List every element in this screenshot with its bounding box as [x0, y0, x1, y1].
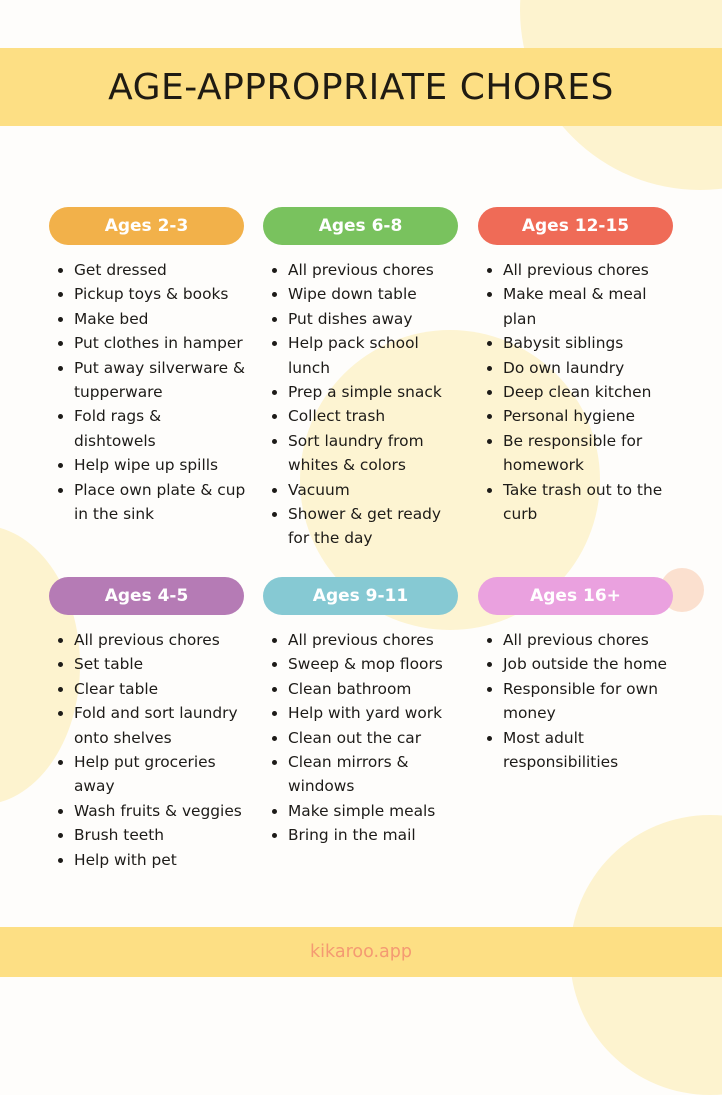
chore-item: Most adult responsibilities: [478, 726, 676, 775]
chore-item: All previous chores: [478, 628, 676, 652]
chore-item: Deep clean kitchen: [478, 380, 676, 404]
chore-item: Personal hygiene: [478, 404, 676, 428]
chore-item: Take trash out to the curb: [478, 478, 676, 527]
chore-item: Get dressed: [49, 258, 247, 282]
chore-item: Vacuum: [263, 478, 461, 502]
chore-item: Help put groceries away: [49, 750, 247, 799]
chore-list: [263, 628, 461, 848]
page-title: AGE-APPROPRIATE CHORES: [108, 66, 614, 108]
chore-group-ages-2-3: [49, 207, 247, 526]
chore-group-ages-16-plus: [478, 577, 676, 774]
chore-item: Put clothes in hamper: [49, 331, 247, 355]
chore-item: Place own plate & cup in the sink: [49, 478, 247, 527]
chore-item: Brush teeth: [49, 823, 247, 847]
chore-item: Help pack school lunch: [263, 331, 461, 380]
chore-item: Make simple meals: [263, 799, 461, 823]
chore-item: Collect trash: [263, 404, 461, 428]
chore-item: Put away silverware & tupperware: [49, 356, 247, 405]
chore-group-ages-4-5: [49, 577, 247, 872]
chore-item: Responsible for own money: [478, 677, 676, 726]
chore-item: Wash fruits & veggies: [49, 799, 247, 823]
age-badge: Ages 9-11: [263, 577, 458, 615]
age-badge: Ages 6-8: [263, 207, 458, 245]
chore-item: Fold and sort laundry onto shelves: [49, 701, 247, 750]
chore-item: Be responsible for homework: [478, 429, 676, 478]
chore-item: Babysit siblings: [478, 331, 676, 355]
chore-item: Fold rags & dishtowels: [49, 404, 247, 453]
chore-item: Clean bathroom: [263, 677, 461, 701]
chore-item: Bring in the mail: [263, 823, 461, 847]
chore-item: Help with pet: [49, 848, 247, 872]
footer-banner: [0, 927, 722, 977]
chore-item: Prep a simple snack: [263, 380, 461, 404]
chore-item: Make meal & meal plan: [478, 282, 676, 331]
chore-item: Shower & get ready for the day: [263, 502, 461, 551]
chore-item: All previous chores: [263, 258, 461, 282]
chore-list: [49, 258, 247, 526]
chore-item: Do own laundry: [478, 356, 676, 380]
chore-item: All previous chores: [478, 258, 676, 282]
age-badge: Ages 12-15: [478, 207, 673, 245]
chore-item: Help wipe up spills: [49, 453, 247, 477]
age-badge: Ages 16+: [478, 577, 673, 615]
chore-item: Job outside the home: [478, 652, 676, 676]
chore-item: Help with yard work: [263, 701, 461, 725]
chore-item: Sort laundry from whites & colors: [263, 429, 461, 478]
chore-item: Set table: [49, 652, 247, 676]
chore-item: Wipe down table: [263, 282, 461, 306]
chore-group-ages-12-15: [478, 207, 676, 526]
chore-list: [478, 628, 676, 774]
age-badge: Ages 2-3: [49, 207, 244, 245]
chore-item: Put dishes away: [263, 307, 461, 331]
chore-item: Make bed: [49, 307, 247, 331]
chore-group-ages-6-8: [263, 207, 461, 551]
age-badge: Ages 4-5: [49, 577, 244, 615]
chore-item: Clear table: [49, 677, 247, 701]
footer-site-link[interactable]: kikaroo.app: [310, 942, 412, 962]
chore-item: All previous chores: [49, 628, 247, 652]
chore-list: [478, 258, 676, 526]
chore-item: Clean mirrors & windows: [263, 750, 461, 799]
chore-item: Clean out the car: [263, 726, 461, 750]
chore-list: [49, 628, 247, 872]
chore-item: Sweep & mop floors: [263, 652, 461, 676]
chore-item: Pickup toys & books: [49, 282, 247, 306]
title-banner: [0, 48, 722, 126]
chore-group-ages-9-11: [263, 577, 461, 848]
chore-list: [263, 258, 461, 551]
chore-item: All previous chores: [263, 628, 461, 652]
